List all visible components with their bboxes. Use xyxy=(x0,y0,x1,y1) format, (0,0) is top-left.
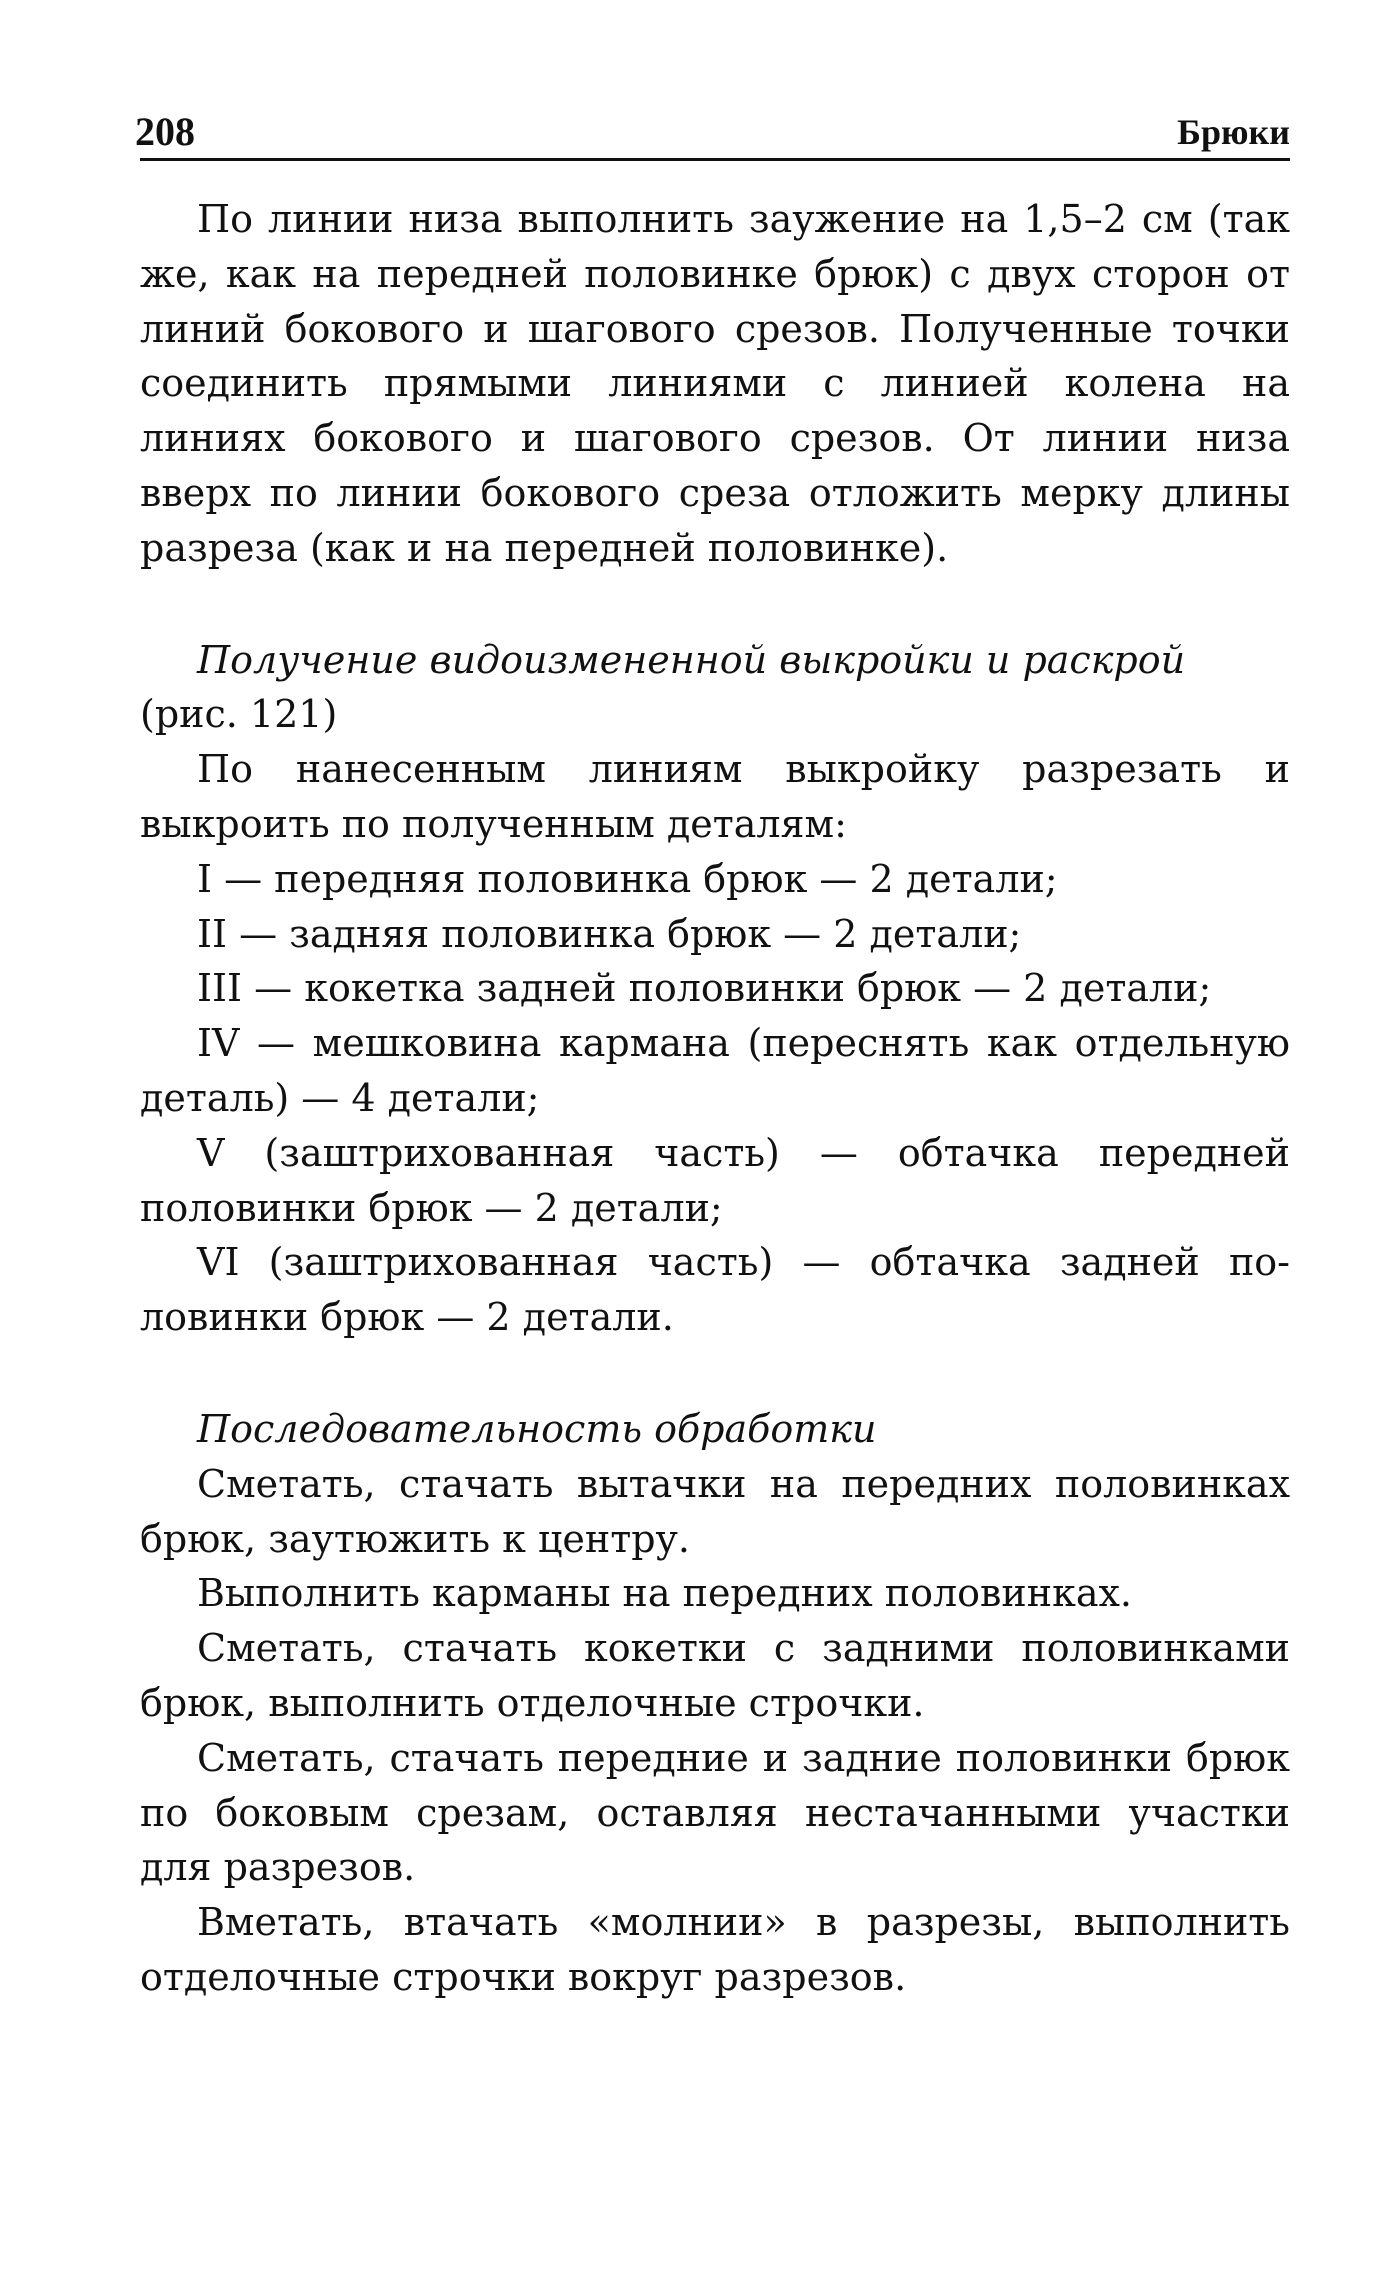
cutting-item-5: V (заштрихованная часть) — обтачка передней половинки брюк — 2 детали; xyxy=(140,1130,1290,1230)
running-head: Брюки xyxy=(1177,112,1290,152)
cutting-heading xyxy=(140,633,1290,743)
page-body xyxy=(140,192,1290,2005)
cutting-item-6: VI (заштрихованная часть) — обтачка задней половинки брюк — 2 детали. xyxy=(140,1240,1290,1340)
sequence-heading: Последовательность обработки xyxy=(197,1406,877,1451)
sequence-step-2: Выполнить карманы на передних половинках. xyxy=(197,1571,1132,1616)
sequence-step-5: Вметать, втачать «молнии» в разрезы, выполнить отделочные строчки вокруг разрезов. xyxy=(140,1900,1290,1999)
page-number: 208 xyxy=(135,109,195,154)
cutting-item-3: III — кокетка задней половинки брюк — 2 детали; xyxy=(197,966,1212,1011)
cutting-lead: По нанесенным линиям выкройку разрезать и выкроить по полученным деталям: xyxy=(140,747,1290,846)
page-header xyxy=(135,108,1290,161)
figure-reference: (рис. 121) xyxy=(140,692,338,737)
intro-paragraph: По линии низа выполнить заужение на 1,5–2 см (так же, как на передней половинке брюк) с двух сторон от линий бокового и шагового срезов. Полученные точки соединить прямыми линиями с линией колена на линиях бокового и шагового срезов. От линии низа вверх по линии бокового среза отложить мерку длины разреза (как и на передней половинке). xyxy=(140,197,1290,570)
sequence-step-3: Сметать, стачать кокетки с задними половинками брюк, выполнить отделочные строчки. xyxy=(140,1626,1290,1725)
sequence-step-1: Сметать, стачать вытачки на передних половинках брюк, заутюжить к центру. xyxy=(140,1461,1290,1561)
cutting-heading-title: Получение видоизмененной выкройки и раскрой xyxy=(197,637,1186,682)
sequence-step-4: Сметать, стачать передние и задние половинки брюк по боковым срезам, оставляя нестачанными участки для разрезов. xyxy=(140,1735,1290,1890)
cutting-item-4: IV — мешковина кармана (переснять как отдельную деталь) — 4 детали; xyxy=(140,1021,1290,1120)
cutting-item-1: I — передняя половинка брюк — 2 детали; xyxy=(197,856,1058,901)
section-gap xyxy=(140,576,1290,633)
book-page xyxy=(135,0,1290,2277)
cutting-item-2: II — задняя половинка брюк — 2 детали; xyxy=(197,911,1022,956)
section-gap xyxy=(140,1345,1290,1402)
